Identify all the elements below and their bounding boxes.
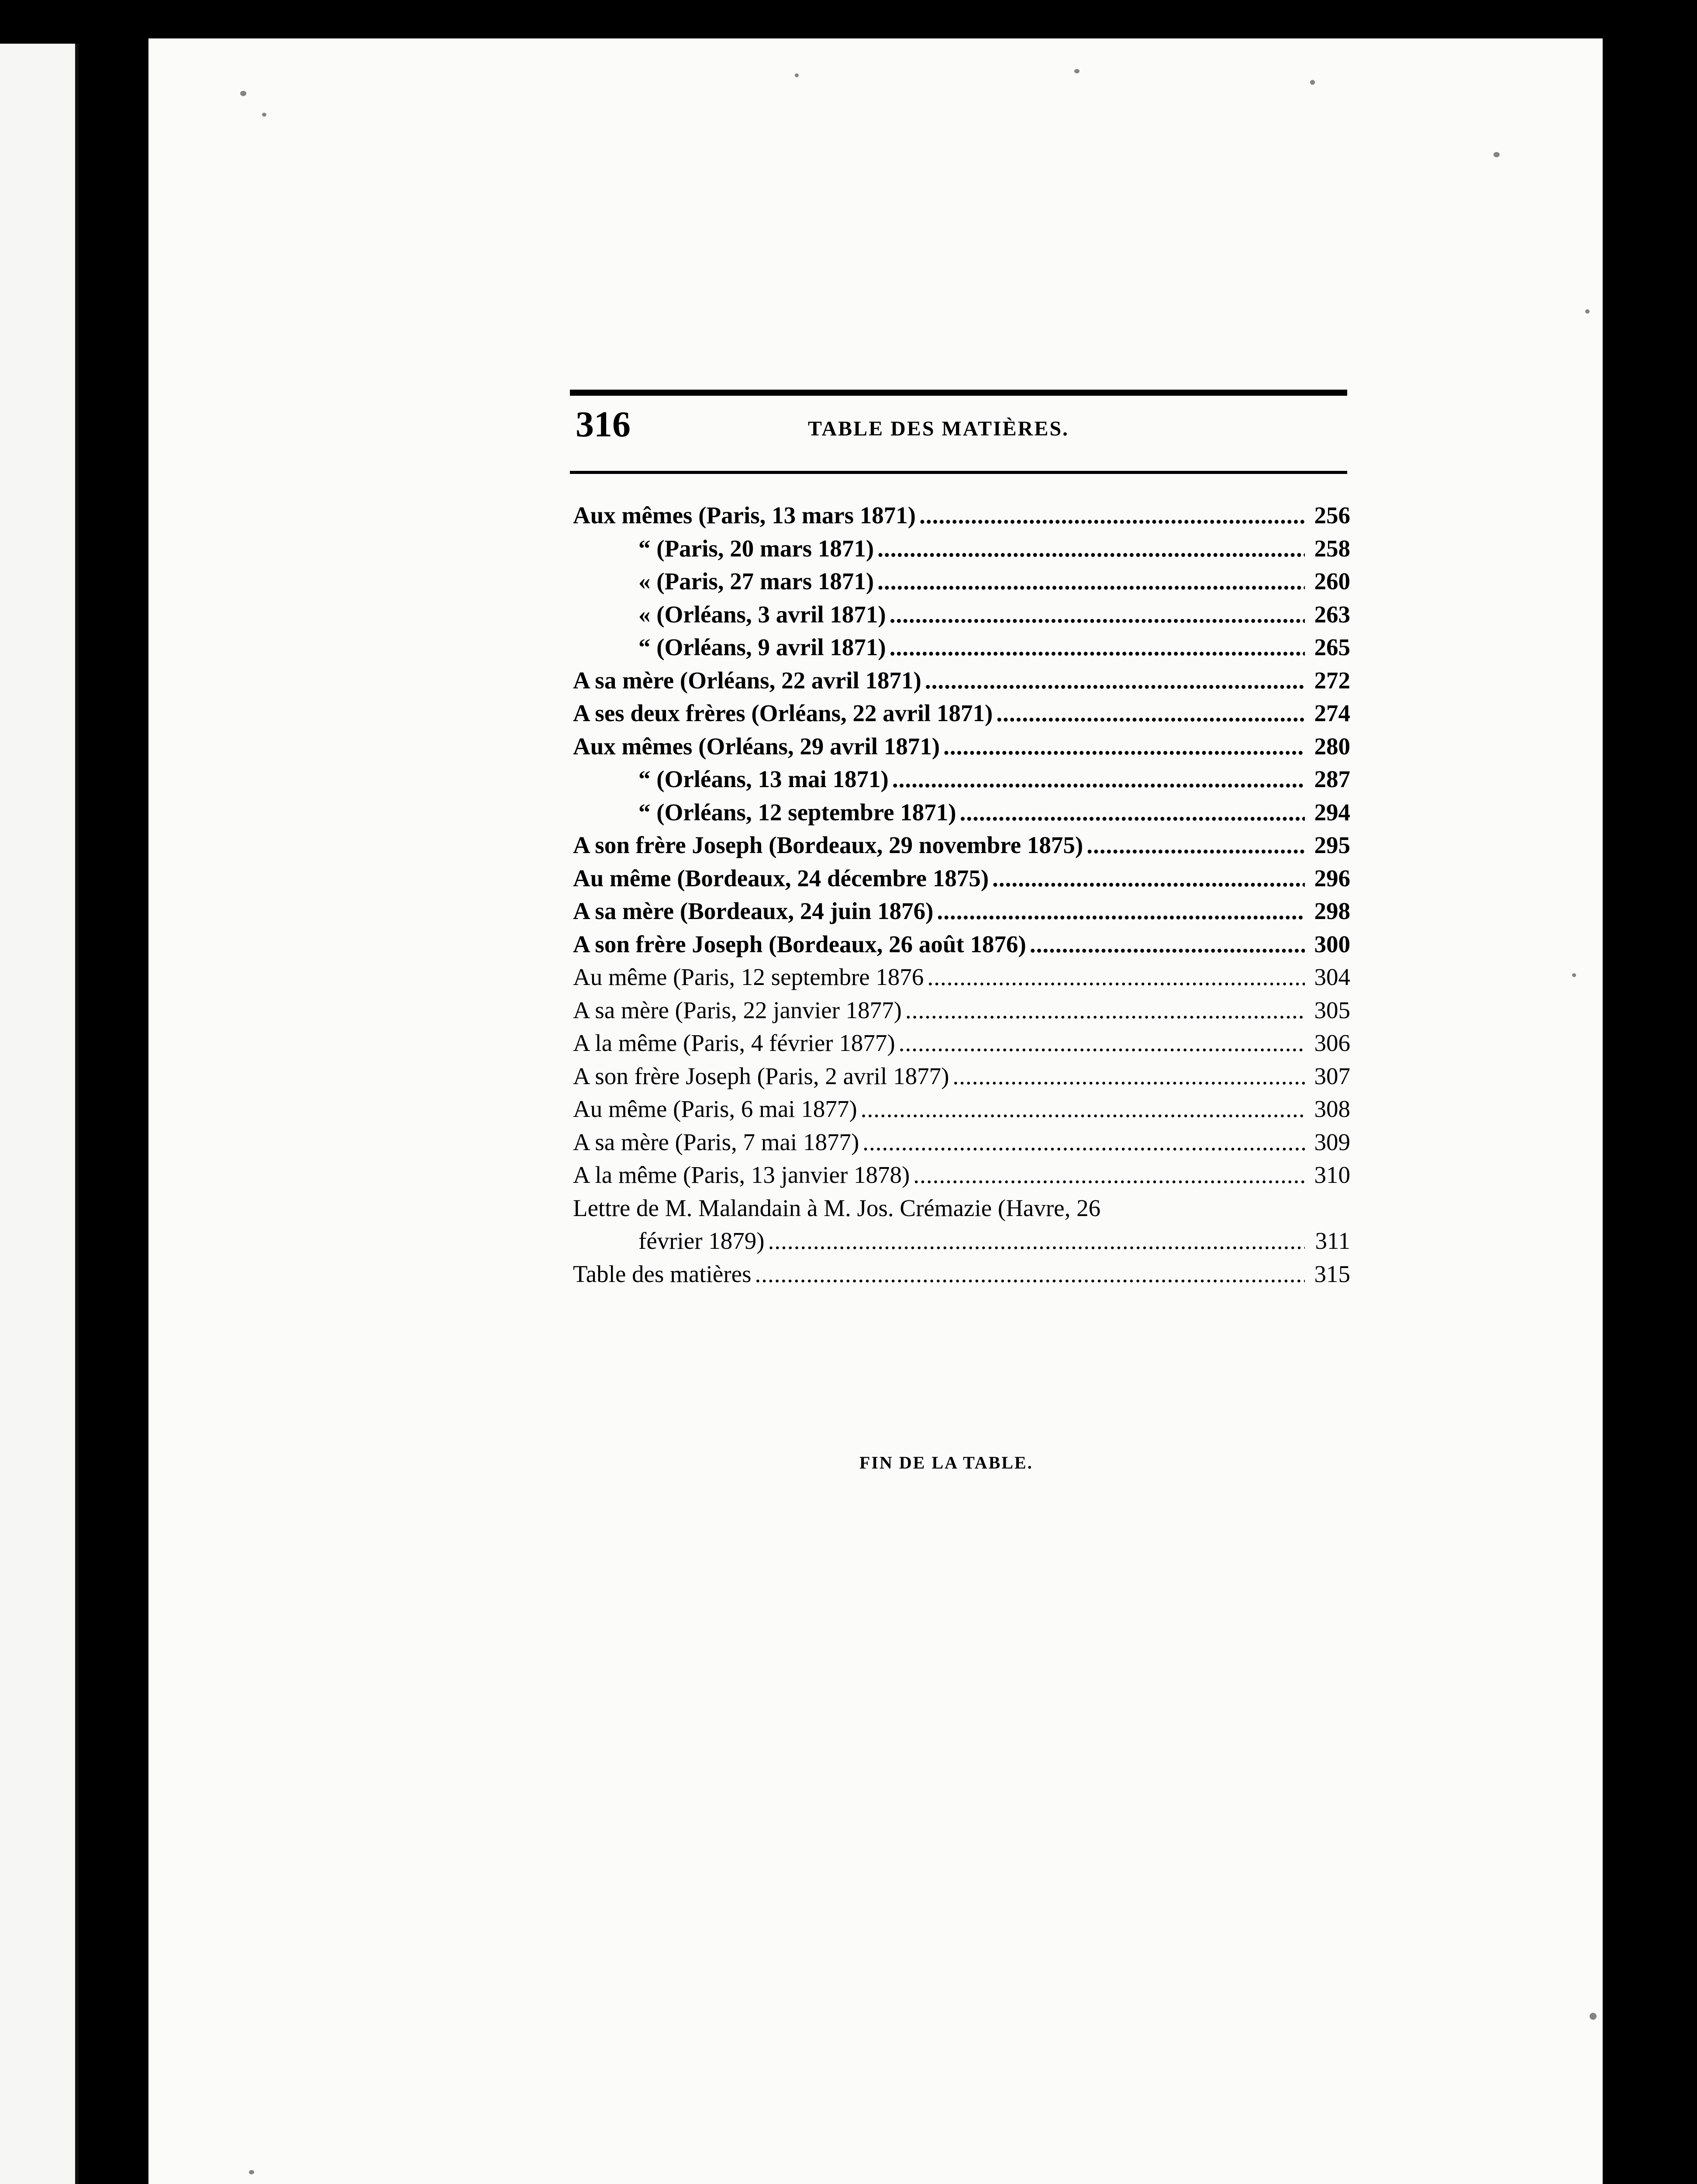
toc-entry (573, 763, 1350, 796)
header-rule-bottom (570, 471, 1347, 474)
toc-entry (573, 928, 1350, 961)
dot-leader (890, 598, 1305, 631)
toc-entry-title: « (Paris, 27 mars 1871) (638, 568, 874, 594)
toc-entry-title: A sa mère (Orléans, 22 avril 1871) (573, 667, 921, 694)
dot-leader (890, 631, 1305, 664)
toc-entry (573, 829, 1350, 862)
scan-speck (1493, 152, 1500, 157)
toc-entry-title: Aux mêmes (Paris, 13 mars 1871) (573, 502, 916, 529)
toc-entry-title: A son frère Joseph (Bordeaux, 26 août 1876) (573, 930, 1026, 957)
scan-speck (249, 2170, 254, 2174)
toc-entry (573, 895, 1350, 928)
running-title: TABLE DES MATIÈRES. (808, 417, 1069, 440)
scan-speck (1585, 309, 1590, 314)
toc-entry-title: “ (Orléans, 13 mai 1871) (638, 766, 889, 792)
scan-speck (240, 91, 246, 96)
toc-entry-title: « (Orléans, 3 avril 1871) (638, 601, 886, 628)
toc-entry (573, 862, 1350, 895)
toc-entry-title: A ses deux frères (Orléans, 22 avril 1871) (573, 700, 993, 726)
toc-entry (573, 1258, 1350, 1291)
toc-entry (573, 1092, 1350, 1126)
page-number: 316 (576, 404, 631, 445)
toc-entry-page: 260 (1314, 568, 1350, 594)
toc-entry-page: 309 (1314, 1128, 1350, 1155)
page-edge-line (75, 44, 79, 2184)
toc-entry-title: Aux mêmes (Orléans, 29 avril 1871) (573, 733, 940, 760)
scan-speck (1074, 69, 1080, 73)
toc-entry-page: 304 (1314, 964, 1350, 990)
toc-entry-page: 263 (1314, 601, 1350, 628)
toc-entry-title: “ (Orléans, 12 septembre 1871) (638, 798, 956, 826)
dot-leader (913, 1158, 1305, 1192)
dot-leader (925, 664, 1305, 697)
toc-entry-page: 311 (1315, 1227, 1350, 1254)
facing-page-edge (0, 44, 79, 2184)
toc-entry-page: 310 (1314, 1161, 1350, 1188)
dot-leader (877, 565, 1305, 598)
toc-entry-title: A sa mère (Bordeaux, 24 juin 1876) (573, 898, 934, 924)
scan-speck (262, 113, 266, 117)
dot-leader (960, 796, 1305, 829)
toc-entry-page: 272 (1314, 667, 1350, 694)
dot-leader (996, 697, 1305, 730)
dot-leader (892, 763, 1305, 796)
toc-entry-title: “ (Orléans, 9 avril 1871) (638, 634, 886, 660)
toc-entry-continuation (573, 1224, 1350, 1258)
dot-leader (943, 730, 1305, 763)
dot-leader (768, 1224, 1305, 1258)
dot-leader (919, 499, 1305, 532)
toc-entry (573, 994, 1350, 1027)
dot-leader (1086, 829, 1305, 862)
toc-entry (573, 796, 1350, 829)
toc-entry-title: “ (Paris, 20 mars 1871) (638, 535, 874, 562)
toc-entry-title: Table des matières (573, 1260, 752, 1287)
dot-leader (937, 895, 1305, 928)
toc-entry-page: 280 (1314, 733, 1350, 760)
toc-entry (573, 1126, 1350, 1159)
scan-speck (1310, 80, 1315, 85)
toc-entry-title: A son frère Joseph (Bordeaux, 29 novembre 1875) (573, 832, 1083, 858)
scan-speck (1572, 973, 1576, 977)
toc-entry-page: 265 (1314, 634, 1350, 660)
dot-leader (877, 532, 1305, 565)
toc-entry-page: 294 (1314, 798, 1350, 826)
toc-entry (573, 730, 1350, 763)
dot-leader (905, 994, 1305, 1027)
toc-entry-page: 256 (1314, 502, 1350, 529)
toc-entry-title: Au même (Paris, 6 mai 1877) (573, 1095, 857, 1122)
toc-entry-page: 274 (1314, 700, 1350, 726)
toc-entry-page: 258 (1314, 535, 1350, 562)
table-of-contents (573, 499, 1350, 1290)
toc-entry (573, 565, 1350, 598)
dot-leader (953, 1060, 1305, 1093)
toc-entry (573, 499, 1350, 532)
toc-entry-title: A sa mère (Paris, 7 mai 1877) (573, 1128, 859, 1155)
toc-entry-page: 300 (1314, 930, 1350, 957)
toc-entry-page: 307 (1314, 1062, 1350, 1089)
toc-entry-title: A la même (Paris, 13 janvier 1878) (573, 1161, 910, 1188)
toc-entry-page: 305 (1314, 996, 1350, 1023)
toc-entry-title: Au même (Paris, 12 septembre 1876 (573, 964, 924, 990)
toc-entry (573, 1192, 1350, 1225)
toc-entry (573, 961, 1350, 994)
toc-entry (573, 1026, 1350, 1060)
toc-entry (573, 631, 1350, 664)
toc-entry-page: 296 (1314, 864, 1350, 892)
toc-entry (573, 664, 1350, 697)
scan-speck (795, 73, 799, 77)
toc-entry-page: 287 (1314, 766, 1350, 792)
header-rule-top (570, 390, 1347, 396)
toc-entry-title: Au même (Bordeaux, 24 décembre 1875) (573, 864, 989, 892)
toc-entry-title: février 1879) (638, 1227, 765, 1254)
dot-leader (927, 961, 1305, 994)
dot-leader (992, 862, 1305, 895)
toc-entry (573, 598, 1350, 631)
dot-leader (862, 1126, 1305, 1159)
toc-entry-page: 298 (1314, 898, 1350, 924)
toc-entry-page: 315 (1314, 1260, 1350, 1287)
dot-leader (861, 1092, 1305, 1126)
dot-leader (899, 1026, 1305, 1060)
toc-entry-title: A son frère Joseph (Paris, 2 avril 1877) (573, 1062, 949, 1089)
toc-entry-page: 308 (1314, 1095, 1350, 1122)
toc-entry-title: A la même (Paris, 4 février 1877) (573, 1030, 895, 1056)
toc-entry (573, 697, 1350, 730)
end-of-table-note: FIN DE LA TABLE. (859, 1453, 1033, 1472)
toc-entry-title: Lettre de M. Malandain à M. Jos. Crémazie (Havre, 26 (573, 1194, 1101, 1221)
toc-entry-page: 295 (1314, 832, 1350, 858)
dot-leader (1030, 928, 1305, 961)
dot-leader (755, 1258, 1305, 1291)
toc-entry (573, 1158, 1350, 1192)
toc-entry-title: A sa mère (Paris, 22 janvier 1877) (573, 996, 902, 1023)
toc-entry (573, 532, 1350, 565)
scan-speck (1590, 2013, 1597, 2020)
toc-entry (573, 1060, 1350, 1093)
toc-entry-page: 306 (1314, 1030, 1350, 1056)
